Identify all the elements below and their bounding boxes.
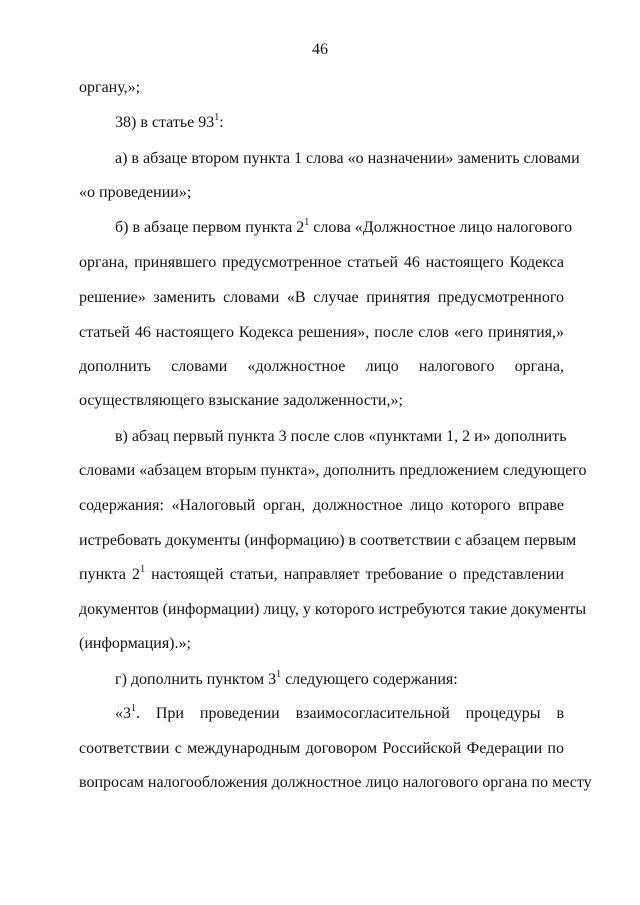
text-line: в) абзац первый пункта 3 после слов «пунктами 1, 2 и» дополнить (115, 428, 567, 445)
text-line: содержания: «Налоговый орган, должностное лицо которого вправе (79, 497, 564, 514)
text-line: органа, принявшего предусмотренное статьей 46 настоящего Кодекса (79, 254, 564, 271)
text-line: а) в абзаце втором пункта 1 слова «о назначении» заменить словами (115, 150, 580, 167)
page-number: 46 (312, 41, 328, 58)
text-line: г) дополнить пунктом $3^1$ следующего содержания: (115, 668, 458, 688)
text-line: пункта $2^1$ настоящей статьи, направляет требование о представлении (79, 563, 565, 583)
superscript: 1 (131, 702, 136, 714)
text-line: дополнить словами «должностное лицо налогового органа, (79, 358, 564, 375)
text-line: (информация).»; (79, 635, 191, 652)
text-line: статьей 46 настоящего Кодекса решения», после слов «его принятия,» (79, 324, 564, 341)
text-line: словами «абзацем вторым пункта», дополнить предложением следующего (79, 462, 587, 479)
text-line: решение» заменить словами «В случае принятия предусмотренного (79, 289, 564, 306)
text-line: «о проведении»; (79, 184, 192, 201)
text-line: «$3^1$. При проведении взаимосогласительной процедуры в (115, 702, 564, 722)
superscript: 1 (140, 563, 146, 575)
superscript: 1 (276, 668, 282, 680)
text-line: 38) в статье $93^1$: (115, 111, 224, 131)
text-line: органу,»; (79, 79, 141, 96)
text-line: вопросам налогообложения должностное лицо налогового органа по месту (79, 774, 592, 791)
text-line: соответствии с международным договором Российской Федерации по (79, 740, 564, 757)
superscript: 1 (214, 111, 220, 123)
text-line: осуществляющего взыскание задолженности,»; (79, 392, 403, 409)
superscript: 1 (304, 216, 310, 228)
text-line: истребовать документы (информацию) в соответствии с абзацем первым (79, 532, 577, 549)
text-line: документов (информации) лицу, у которого истребуются такие документы (79, 601, 587, 618)
text-line: б) в абзаце первом пункта $2^1$ слова «Должностное лицо налогового (115, 216, 573, 236)
